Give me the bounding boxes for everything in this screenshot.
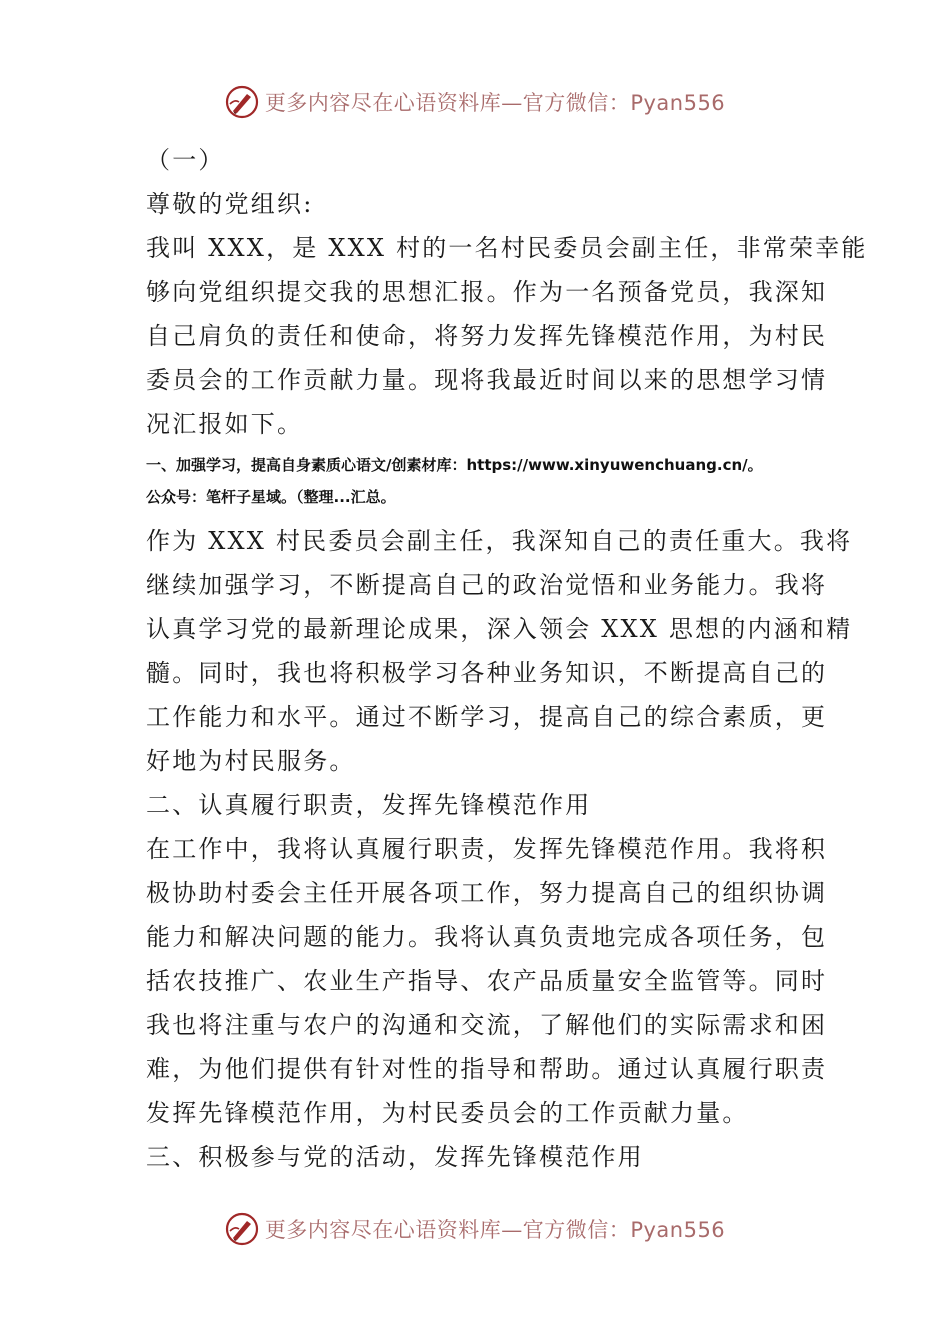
banner-wechat-id: Pyan556 bbox=[630, 1218, 726, 1242]
banner-text-cn: 更多内容尽在心语资料库—官方微信： bbox=[264, 1218, 631, 1242]
header-banner bbox=[0, 78, 950, 126]
section1-heading-cont: 公众号：笔杆子星域。（整理...汇总。 bbox=[146, 488, 396, 506]
pen-logo-icon bbox=[225, 85, 259, 119]
paragraph-line: 髓。同时，我也将积极学习各种业务知识，不断提高自己的 bbox=[146, 659, 828, 687]
paragraph-line: 括农技推广、农业生产指导、农产品质量安全监管等。同时 bbox=[146, 967, 828, 995]
paragraph-line: 我叫 XXX，是 XXX 村的一名村民委员会副主任，非常荣幸能 bbox=[146, 234, 868, 262]
paragraph-line: 工作能力和水平。通过不断学习，提高自己的综合素质，更 bbox=[146, 703, 828, 731]
banner-wechat-id: Pyan556 bbox=[630, 91, 726, 115]
paragraph-line: 认真学习党的最新理论成果，深入领会 XXX 思想的内涵和精 bbox=[146, 615, 853, 643]
paragraph-study bbox=[146, 519, 853, 783]
paragraph-line: 继续加强学习，不断提高自己的政治觉悟和业务能力。我将 bbox=[146, 571, 828, 599]
paragraph-line: 发挥先锋模范作用，为村民委员会的工作贡献力量。 bbox=[146, 1099, 749, 1127]
paragraph-line: 能力和解决问题的能力。我将认真负责地完成各项任务，包 bbox=[146, 923, 828, 951]
salutation: 尊敬的党组织: bbox=[146, 190, 314, 218]
document-heading: （一） bbox=[146, 146, 225, 174]
footer-banner bbox=[0, 1205, 950, 1253]
paragraph-intro bbox=[146, 226, 868, 446]
paragraph-line: 况汇报如下。 bbox=[146, 410, 304, 438]
paragraph-line: 难，为他们提供有针对性的指导和帮助。通过认真履行职责 bbox=[146, 1055, 828, 1083]
paragraph-line: 我也将注重与农户的沟通和交流，了解他们的实际需求和困 bbox=[146, 1011, 828, 1039]
banner-text bbox=[265, 1214, 725, 1244]
banner-text-cn: 更多内容尽在心语资料库—官方微信： bbox=[264, 91, 631, 115]
pen-logo-icon bbox=[225, 1212, 259, 1246]
paragraph-line: 在工作中，我将认真履行职责，发挥先锋模范作用。我将积 bbox=[146, 835, 828, 863]
section2-heading: 二、认真履行职责，发挥先锋模范作用 bbox=[146, 791, 592, 819]
banner-text bbox=[265, 87, 725, 117]
paragraph-line: 好地为村民服务。 bbox=[146, 747, 356, 775]
paragraph-line: 作为 XXX 村民委员会副主任，我深知自己的责任重大。我将 bbox=[146, 527, 853, 555]
paragraph-line: 够向党组织提交我的思想汇报。作为一名预备党员，我深知 bbox=[146, 278, 828, 306]
paragraph-line: 极协助村委会主任开展各项工作，努力提高自己的组织协调 bbox=[146, 879, 828, 907]
paragraph-duties bbox=[146, 827, 828, 1135]
document-body bbox=[146, 138, 868, 1179]
paragraph-line: 委员会的工作贡献力量。现将我最近时间以来的思想学习情 bbox=[146, 366, 828, 394]
paragraph-line: 自己肩负的责任和使命，将努力发挥先锋模范作用，为村民 bbox=[146, 322, 828, 350]
section3-heading: 三、积极参与党的活动，发挥先锋模范作用 bbox=[146, 1143, 644, 1171]
section1-heading: 一、加强学习，提高自身素质心语文/创素材库：https://www.xinyuwenchuang.cn/。 bbox=[146, 456, 763, 474]
